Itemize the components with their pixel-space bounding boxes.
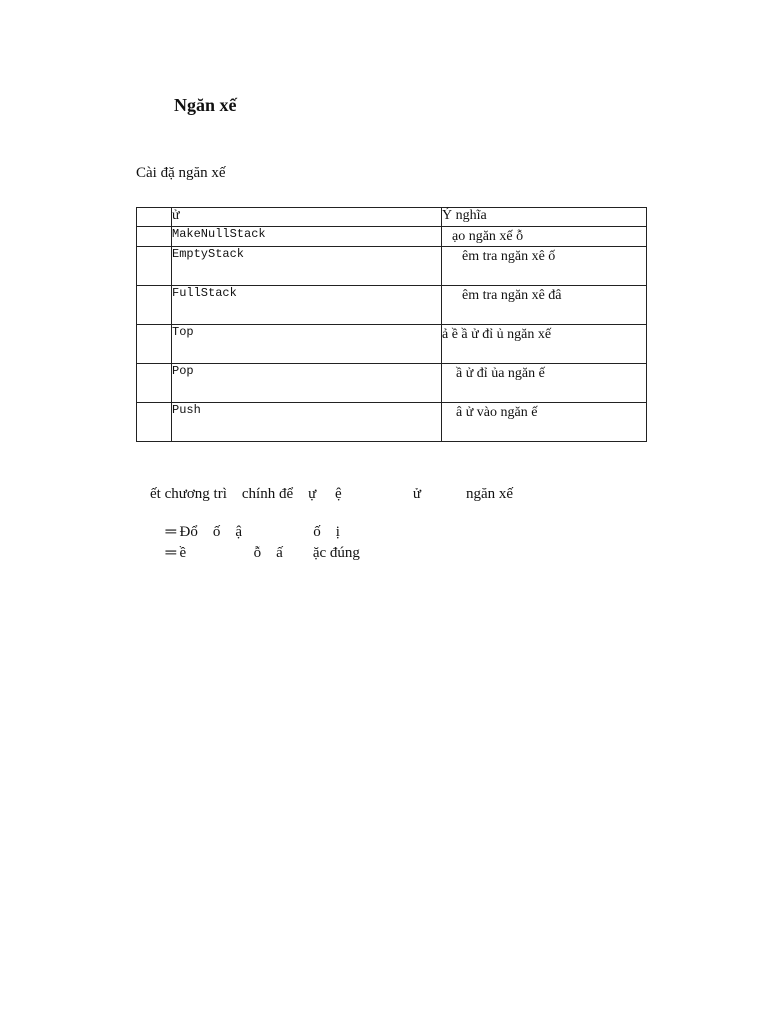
table-header-row — [137, 208, 647, 227]
operation-cell: FullStack — [172, 286, 442, 325]
section-subtitle: Cài đặ ngăn xế — [136, 165, 226, 181]
meaning-cell: ả ề ầ ử đỉ ủ ngăn xế — [442, 325, 647, 364]
header-index-cell — [137, 208, 172, 227]
row-index-cell — [137, 403, 172, 442]
meaning-cell: â ử vào ngăn ế — [442, 403, 647, 442]
operation-cell: EmptyStack — [172, 247, 442, 286]
row-index-cell — [137, 325, 172, 364]
operations-table — [136, 207, 647, 442]
row-index-cell — [137, 286, 172, 325]
row-index-cell — [137, 247, 172, 286]
operation-cell: Top — [172, 325, 442, 364]
row-index-cell — [137, 364, 172, 403]
meaning-cell: êm tra ngăn xê ố — [442, 247, 647, 286]
table-row — [137, 364, 647, 403]
bullet-text: Đổ ố ậ ố ị — [179, 524, 340, 540]
meaning-cell: êm tra ngăn xê đâ — [442, 286, 647, 325]
operation-cell: MakeNullStack — [172, 227, 442, 247]
header-meaning-cell: Ý nghĩa — [442, 208, 647, 227]
table-row — [137, 247, 647, 286]
table-row — [137, 227, 647, 247]
document-title: Ngăn xế — [174, 95, 237, 115]
operation-cell: Push — [172, 403, 442, 442]
bullet-text: ề ỗ ấ ặc đúng — [179, 545, 360, 561]
bullet-mark: ═ — [165, 524, 177, 540]
operation-cell: Pop — [172, 364, 442, 403]
table-row — [137, 403, 647, 442]
instruction-bullet — [158, 528, 360, 562]
meaning-cell: ạo ngăn xế ỗ — [442, 227, 647, 247]
instructions-intro: ết chương trì chính để ự ệ ử ngăn xế — [150, 486, 514, 502]
bullet-mark: ═ — [165, 545, 177, 561]
table-row — [137, 325, 647, 364]
table-row — [137, 286, 647, 325]
row-index-cell — [137, 227, 172, 247]
header-operation-cell: ử — [172, 208, 442, 227]
meaning-cell: ầ ử đỉ ủa ngăn ế — [442, 364, 647, 403]
